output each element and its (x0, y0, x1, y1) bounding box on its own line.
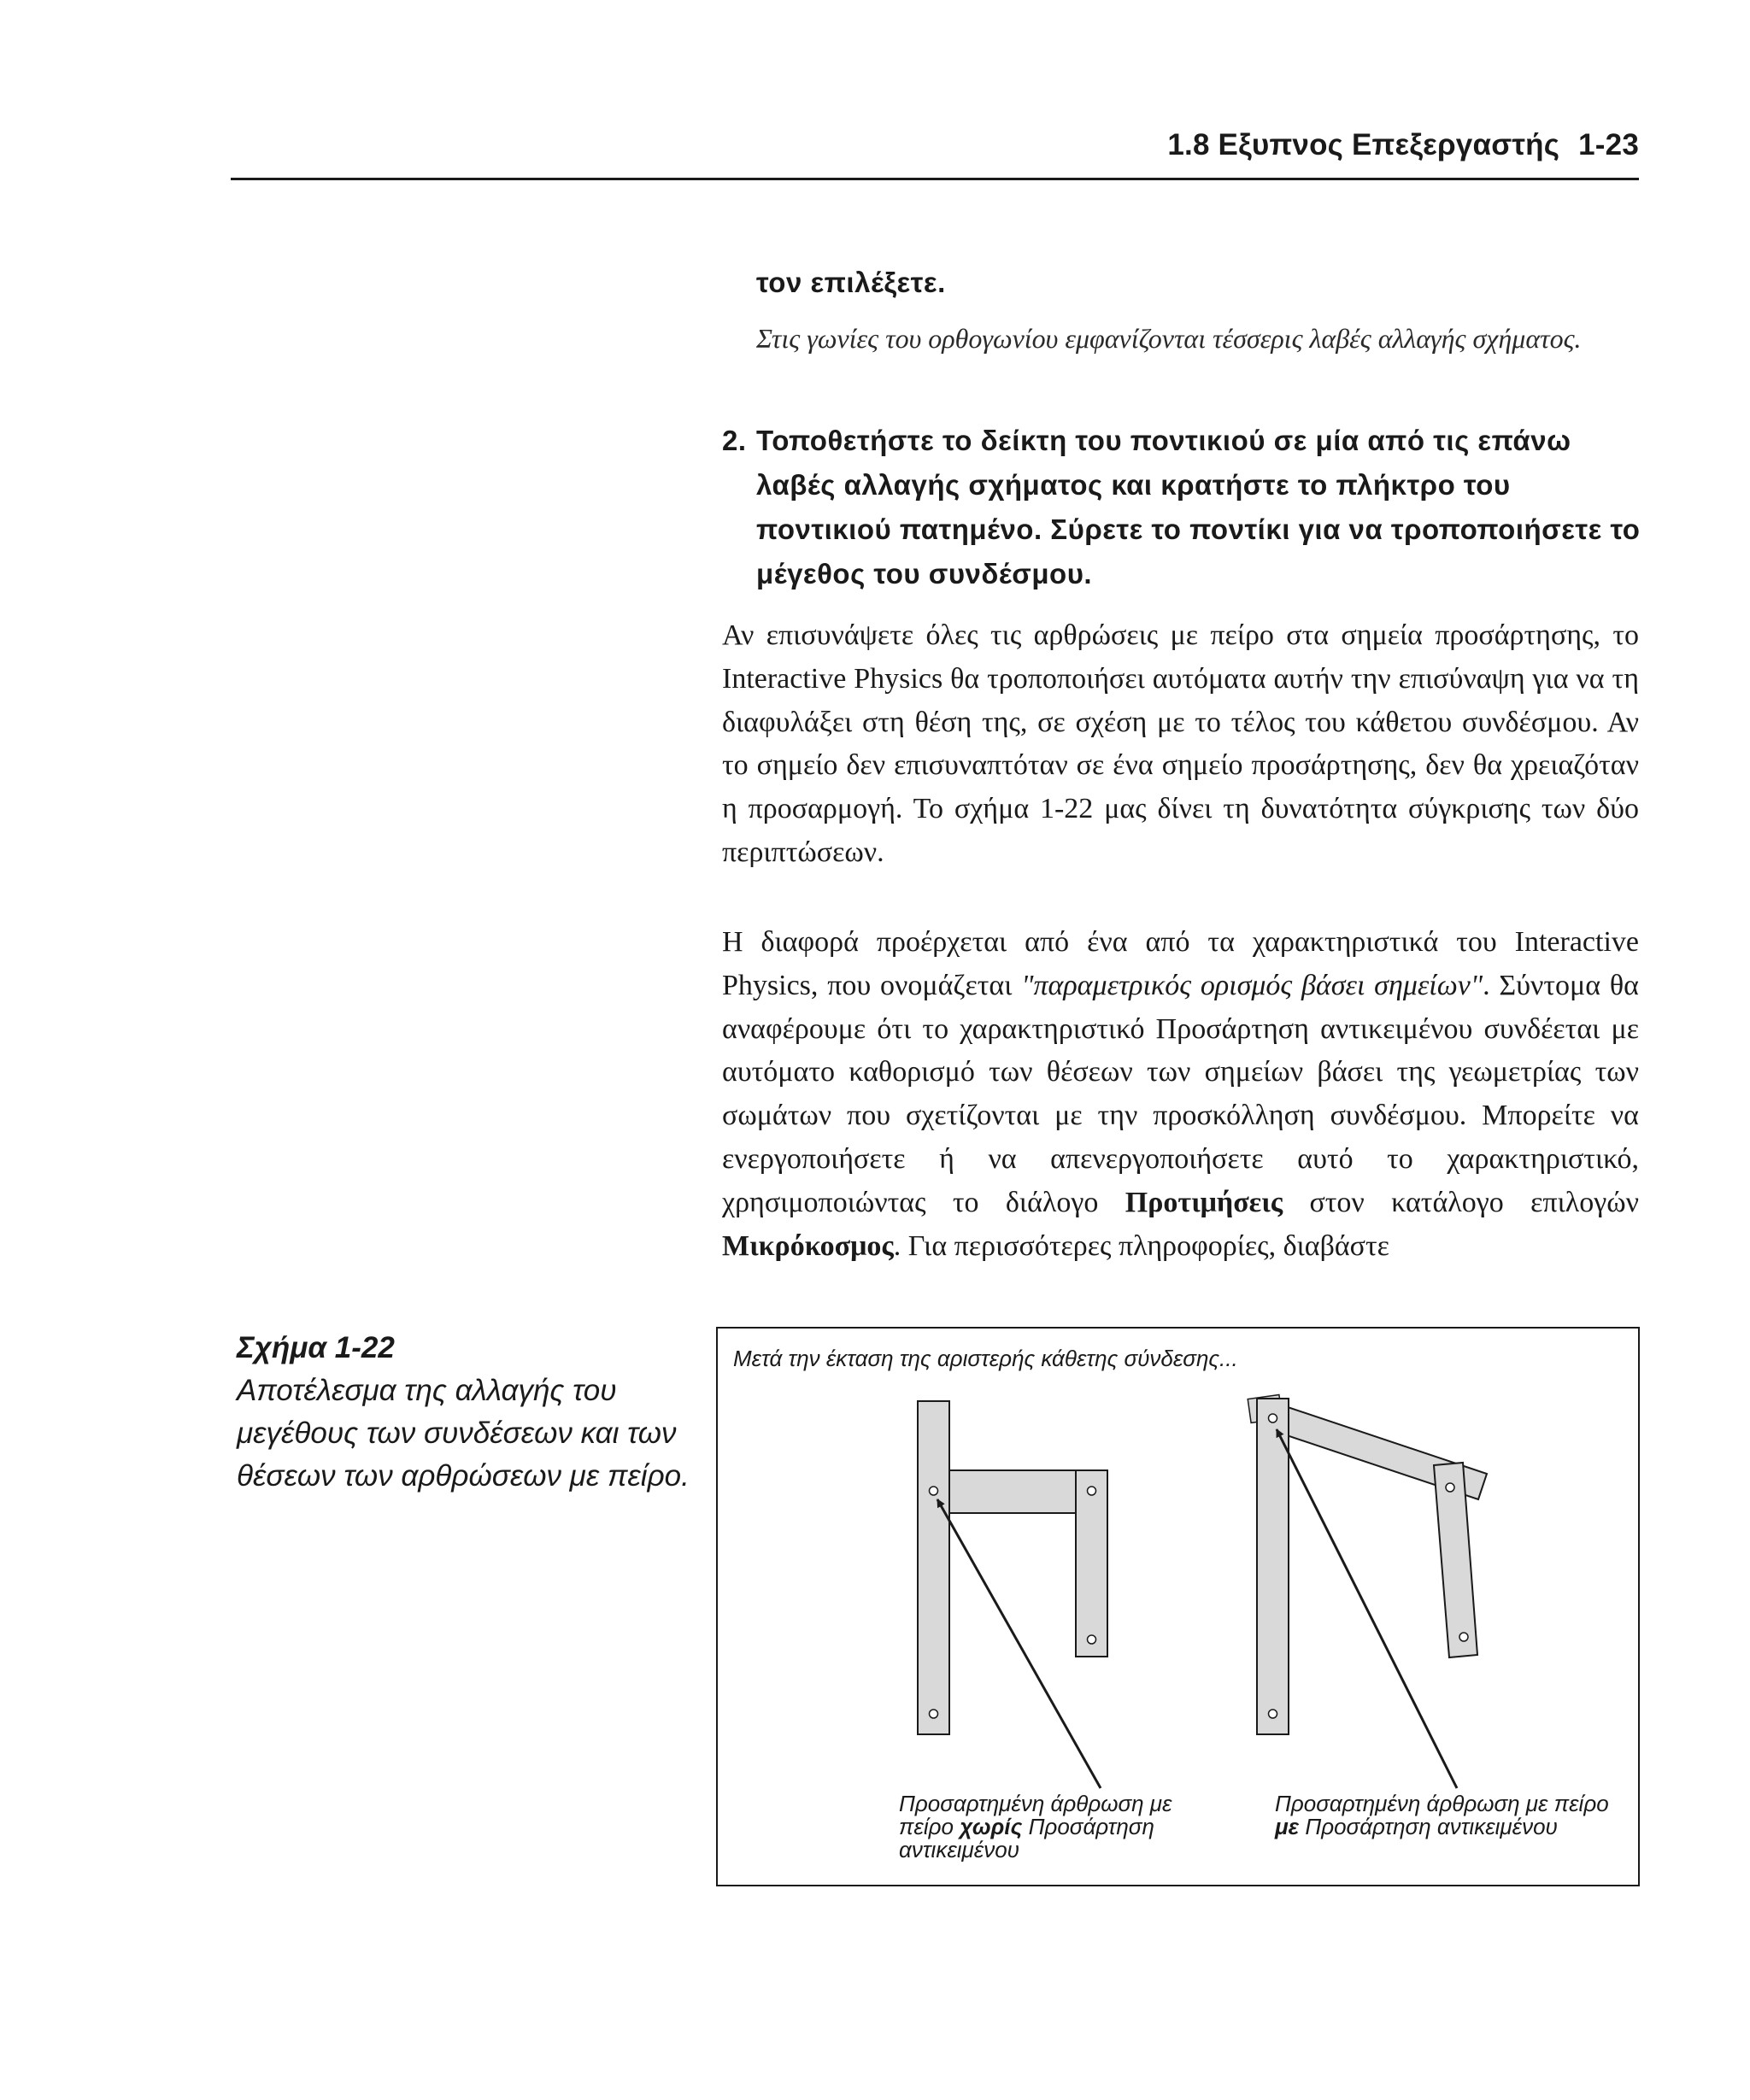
left-vertical-link-long (918, 1401, 949, 1734)
step2-text: Τοποθετήστε το δείκτη του ποντικιού σε μία από τις επάνω λαβές αλλαγής σχήματος και κρατήστε το πλήκτρο του ποντικιού πατημένο. Σύρετε το ποντίκι για να τροποποιήσετε το μέγεθος του συνδέσμου. (756, 425, 1641, 590)
pin-joint (1088, 1635, 1096, 1644)
paragraph-2-part4: . Για περισσότερες πληροφορίες, διαβάστε (893, 1229, 1389, 1262)
step2-number: 2. (722, 425, 747, 456)
paragraph-1: Αν επισυνάψετε όλες τις αρθρώσεις με πείρο στα σημεία προσάρτησης, το Interactive Physics θα τροποποιήσει αυτόματα αυτήν την επισύναψη για να τη διαφυλάξει στη θέση της, σε σχέση με το τέλος του κάθετου συνδέσμου. Αν το σημείο δεν επισυναπτόταν σε ένα σημείο προσάρτησης, δεν θα χρειαζόταν η προσαρμογή. Το σχήμα 1-22 μας δίνει τη δυνατότητα σύγκρισης των δύο περιπτώσεων. (722, 619, 1639, 868)
paragraph-2-part2: . Σύντομα θα αναφέρουμε ότι το χαρακτηριστικό Προσάρτηση αντικειμένου συνδέεται με αυτόματο καθορισμό των θέσεων των σημείων βάσει της γεωμετρίας των σωμάτων που σχετίζονται με την προσκόλληση συνδέσμου. Μπορείτε να ενεργοποιήσετε ή να απενεργοποιήσετε αυτό το χαρακτηριστικό, χρησιμοποιώντας το διάλογο (722, 969, 1639, 1218)
label-right-post: Προσάρτηση αντικειμένου (1299, 1814, 1558, 1839)
pin-joint (1269, 1414, 1277, 1422)
left-mechanism (918, 1401, 1107, 1788)
section-title: 1.8 Εξυπνος Επεξεργαστής (1167, 128, 1560, 161)
paragraph-2-part1: Η διαφορά προέρχεται από ένα από τα χαρακτηριστικά του Interactive Physics, που ονομάζεται (722, 926, 1639, 1001)
label-left-bold: χωρίς (960, 1814, 1023, 1839)
label-left-pre: Προσαρτημένη άρθρωση με πείρο (899, 1791, 1172, 1839)
figure-caption (237, 1327, 698, 1498)
left-vertical-link-short (1076, 1470, 1107, 1657)
step1-result: Στις γωνίες του ορθογωνίου εμφανίζονται τέσσερις λαβές αλλαγής σχήματος. (756, 323, 1582, 354)
preferences-term: Προτιμήσεις (1125, 1186, 1283, 1218)
figure-box (716, 1327, 1640, 1886)
header-rule (231, 178, 1639, 180)
pin-joint (930, 1487, 938, 1495)
figure-label-right (1275, 1792, 1617, 1839)
left-horizontal-link (949, 1470, 1076, 1513)
running-header (1167, 128, 1639, 162)
label-right-pre: Προσαρτημένη άρθρωση με πείρο (1275, 1791, 1609, 1816)
microcosm-term: Μικρόκοσμος (722, 1229, 894, 1262)
paragraph-2-part3: στον κατάλογο επιλογών (1283, 1186, 1639, 1218)
figure-caption-title: Σχήμα 1-22 (237, 1331, 395, 1364)
figure-top-caption: Μετά την έκταση της αριστερής κάθετης σύνδεσης... (733, 1346, 1238, 1371)
figure-label-left (899, 1792, 1224, 1862)
paragraph-2 (722, 921, 1639, 1268)
pin-joint (1269, 1710, 1277, 1718)
right-mechanism (1248, 1394, 1487, 1788)
italic-term: "παραμετρικός ορισμός βάσει σημείων" (1021, 969, 1483, 1001)
pin-joint (1446, 1483, 1454, 1492)
step1-tail: τον επιλέξετε. (756, 267, 946, 298)
label-right-bold: με (1275, 1814, 1300, 1839)
figure-caption-text: Αποτέλεσμα της αλλαγής του μεγέθους των συνδέσεων και των θέσεων των αρθρώσεων με πείρο. (237, 1374, 690, 1493)
pin-joint (930, 1710, 938, 1718)
pin-joint (1088, 1487, 1096, 1495)
page-number: 1-23 (1578, 128, 1639, 161)
label-left-post: Προσάρτηση αντικειμένου (899, 1814, 1154, 1862)
right-vertical-link-long (1257, 1399, 1289, 1734)
pin-joint (1459, 1633, 1468, 1641)
